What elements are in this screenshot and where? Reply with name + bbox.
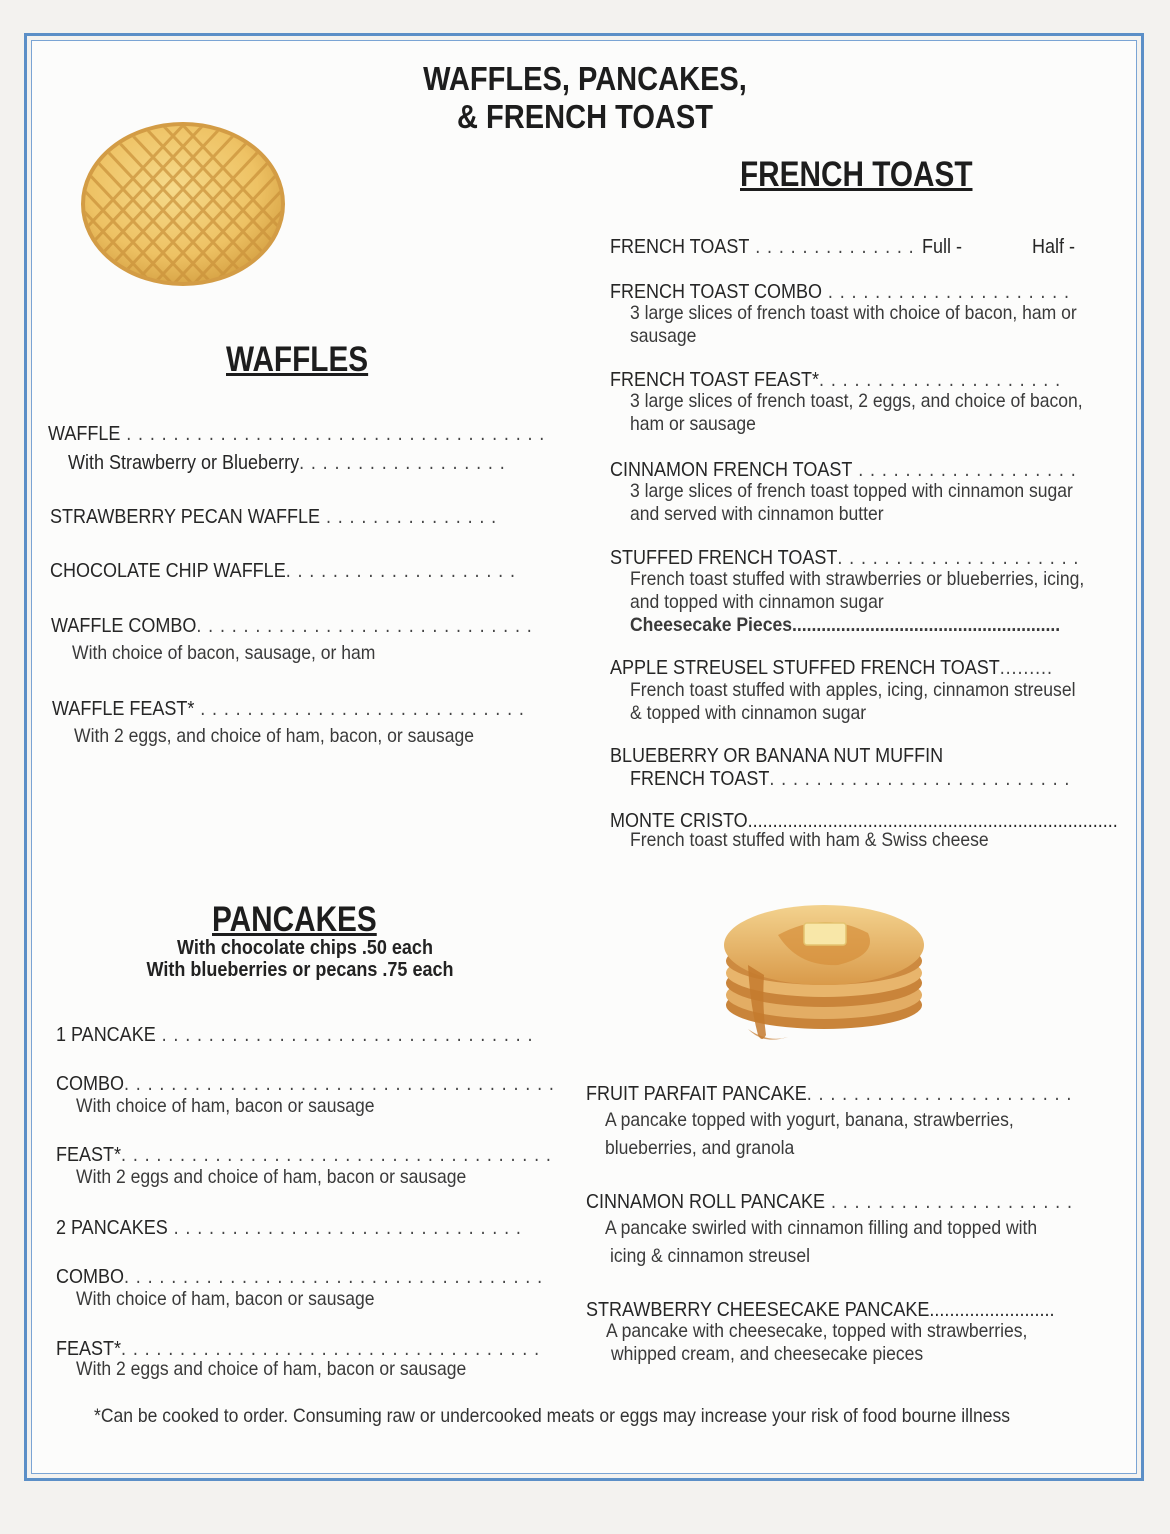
cinnamon-french-toast-item: CINNAMON FRENCH TOAST . . . . . . . . . . . . . . . . . . . bbox=[610, 459, 1077, 481]
pancakes-heading: PANCAKES bbox=[212, 900, 377, 939]
page-title: WAFFLES, PANCAKES, & FRENCH TOAST bbox=[423, 60, 747, 135]
cinnamon-french-toast-desc1: 3 large slices of french toast topped with cinnamon sugar bbox=[630, 480, 1073, 502]
stuffed-french-toast-desc1: French toast stuffed with strawberries or blueberries, icing, bbox=[630, 568, 1085, 590]
pancake-feast-item: FEAST*. . . . . . . . . . . . . . . . . . . . . . . . . . . . . . . . . . . . . bbox=[56, 1144, 552, 1166]
waffle-feast-item: WAFFLE FEAST* . . . . . . . . . . . . . . . . . . . . . . . . . . . . bbox=[52, 698, 525, 720]
strawberry-cheesecake-desc2: whipped cream, and cheesecake pieces bbox=[611, 1343, 924, 1365]
strawberry-cheesecake-desc1: A pancake with cheesecake, topped with strawberries, bbox=[606, 1320, 1028, 1342]
monte-cristo-desc: French toast stuffed with ham & Swiss cheese bbox=[630, 829, 989, 851]
two-pancake-combo-item: COMBO. . . . . . . . . . . . . . . . . . . . . . . . . . . . . . . . . . . . bbox=[56, 1266, 543, 1288]
fruit-parfait-desc1: A pancake topped with yogurt, banana, strawberries, bbox=[605, 1109, 1014, 1131]
cheesecake-pieces-item: Cheesecake Pieces....................................................... bbox=[630, 614, 1061, 636]
food-safety-disclaimer: *Can be cooked to order. Consuming raw or undercooked meats or eggs may increase your risk of food bourne illness bbox=[94, 1405, 1011, 1427]
strawberry-cheesecake-pancake-item: STRAWBERRY CHEESECAKE PANCAKE......................... bbox=[586, 1299, 1055, 1321]
apple-streusel-desc2: & topped with cinnamon sugar bbox=[630, 702, 867, 724]
two-pancakes-item: 2 PANCAKES . . . . . . . . . . . . . . . . . . . . . . . . . . . . . . bbox=[56, 1217, 522, 1239]
strawberry-pecan-waffle-item: STRAWBERRY PECAN WAFFLE . . . . . . . . . . . . . . . bbox=[50, 506, 498, 528]
stuffed-french-toast-item: STUFFED FRENCH TOAST. . . . . . . . . . . . . . . . . . . . . bbox=[610, 547, 1080, 569]
waffles-heading: WAFFLES bbox=[226, 340, 369, 379]
stuffed-french-toast-desc2: and topped with cinnamon sugar bbox=[630, 591, 884, 613]
two-pancake-feast-desc: With 2 eggs and choice of ham, bacon or sausage bbox=[76, 1358, 467, 1380]
fruit-parfait-desc2: blueberries, and granola bbox=[605, 1137, 795, 1159]
two-pancake-feast-item: FEAST*. . . . . . . . . . . . . . . . . . . . . . . . . . . . . . . . . . . . bbox=[56, 1338, 541, 1360]
fruit-parfait-pancake-item: FRUIT PARFAIT PANCAKE. . . . . . . . . . . . . . . . . . . . . . . bbox=[586, 1083, 1073, 1105]
french-toast-combo-desc2: sausage bbox=[630, 325, 697, 347]
waffle-berry-item: With Strawberry or Blueberry. . . . . . . . . . . . . . . . . . bbox=[68, 452, 506, 474]
french-toast-feast-desc1: 3 large slices of french toast, 2 eggs, and choice of bacon, bbox=[630, 390, 1083, 412]
french-toast-feast-desc2: ham or sausage bbox=[630, 413, 756, 435]
cinnamon-roll-desc2: icing & cinnamon streusel bbox=[610, 1245, 810, 1267]
french-toast-half-label: Half - bbox=[1032, 236, 1076, 258]
chocolate-chip-waffle-item: CHOCOLATE CHIP WAFFLE. . . . . . . . . . . . . . . . . . . . bbox=[50, 560, 516, 582]
apple-streusel-french-toast-item: APPLE STREUSEL STUFFED FRENCH TOAST......... bbox=[610, 657, 1053, 679]
waffle-combo-desc: With choice of bacon, sausage, or ham bbox=[72, 642, 376, 664]
waffle-image bbox=[78, 120, 288, 288]
cinnamon-french-toast-desc2: and served with cinnamon butter bbox=[630, 503, 884, 525]
two-pancake-combo-desc: With choice of ham, bacon or sausage bbox=[76, 1288, 375, 1310]
pancakes-sub2: With blueberries or pecans .75 each bbox=[146, 959, 454, 981]
french-toast-full-label: Full - bbox=[922, 236, 963, 258]
muffin-french-toast-item-line2: FRENCH TOAST. . . . . . . . . . . . . . . . . . . . . . . . . . bbox=[630, 768, 1071, 790]
pancake-combo-desc: With choice of ham, bacon or sausage bbox=[76, 1095, 375, 1117]
monte-cristo-item: MONTE CRISTO.......................................................................... bbox=[610, 810, 1118, 832]
french-toast-item: FRENCH TOAST . . . . . . . . . . . . . . bbox=[610, 236, 915, 258]
french-toast-combo-item: FRENCH TOAST COMBO . . . . . . . . . . . . . . . . . . . . . bbox=[610, 281, 1070, 303]
pancake-combo-item: COMBO. . . . . . . . . . . . . . . . . . . . . . . . . . . . . . . . . . . . . bbox=[56, 1073, 555, 1095]
waffle-item: WAFFLE . . . . . . . . . . . . . . . . . . . . . . . . . . . . . . . . . . . . bbox=[48, 423, 546, 445]
cinnamon-roll-desc1: A pancake swirled with cinnamon filling and topped with bbox=[605, 1217, 1038, 1239]
french-toast-feast-item: FRENCH TOAST FEAST*. . . . . . . . . . . . . . . . . . . . . bbox=[610, 369, 1061, 391]
french-toast-heading: FRENCH TOAST bbox=[740, 155, 973, 194]
french-toast-combo-desc1: 3 large slices of french toast with choice of bacon, ham or bbox=[630, 302, 1077, 324]
apple-streusel-desc1: French toast stuffed with apples, icing, cinnamon streusel bbox=[630, 679, 1076, 701]
one-pancake-item: 1 PANCAKE . . . . . . . . . . . . . . . . . . . . . . . . . . . . . . . . bbox=[56, 1024, 534, 1046]
pancake-feast-desc: With 2 eggs and choice of ham, bacon or sausage bbox=[76, 1166, 467, 1188]
pancake-stack-image bbox=[718, 895, 930, 1045]
waffle-feast-desc: With 2 eggs, and choice of ham, bacon, or sausage bbox=[74, 725, 474, 747]
muffin-french-toast-item: BLUEBERRY OR BANANA NUT MUFFIN bbox=[610, 745, 944, 767]
waffle-combo-item: WAFFLE COMBO. . . . . . . . . . . . . . . . . . . . . . . . . . . . . bbox=[51, 615, 533, 637]
cinnamon-roll-pancake-item: CINNAMON ROLL PANCAKE . . . . . . . . . . . . . . . . . . . . . bbox=[586, 1191, 1073, 1213]
pancakes-sub1: With chocolate chips .50 each bbox=[177, 937, 433, 959]
